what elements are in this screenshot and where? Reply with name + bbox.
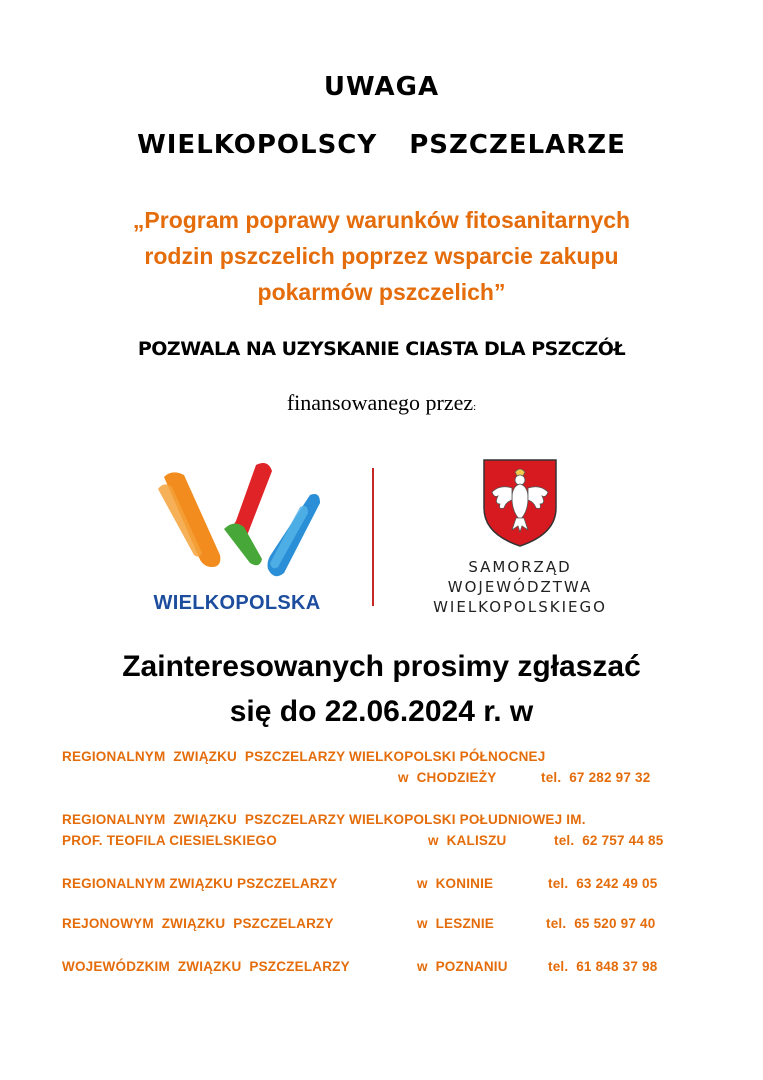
association-name: REGIONALNYM ZWIĄZKU PSZCZELARZY [62,876,338,891]
association-name-cont: PROF. TEOFILA CIESIELSKIEGO [62,833,277,848]
association-phone: tel. 61 848 37 98 [548,959,658,974]
association-phone: tel. 63 242 49 05 [548,876,658,891]
allows-text: POZWALA NA UZYSKANIE CIASTA DLA PSZCZÓŁ [137,338,626,360]
samorzad-line: WOJEWÓDZTWA [447,578,593,596]
association-city: w KALISZU [428,833,507,848]
samorzad-line: SAMORZĄD [468,558,572,576]
program-title-line: „Program poprawy warunków fitosanitarnych [132,207,631,233]
program-title-line: rodzin pszczelich poprzez wsparcie zakupu [144,243,619,269]
association-name: REGIONALNYM ZWIĄZKU PSZCZELARZY WIELKOPOLSKI PÓŁNOCNEJ [62,749,546,764]
association-phone: tel. 65 520 97 40 [546,916,656,931]
association-city: w CHODZIEŻY [398,770,497,785]
association-phone: tel. 67 282 97 32 [541,770,651,785]
association-phone: tel. 62 757 44 85 [554,833,664,848]
association-list [62,0,702,1080]
heading-audience: WIELKOPOLSCY PSZCZELARZE [137,130,626,160]
association-name: REJONOWYM ZWIĄZKU PSZCZELARZY [62,916,334,931]
call-line-2: się do 22.06.2024 r. w [229,695,534,728]
call-line-1: Zainteresowanych prosimy zgłaszać [122,650,641,683]
wielkopolska-wordmark: WIELKOPOLSKA [153,592,321,614]
financed-by-text: finansowanego przez [286,390,474,415]
association-name: WOJEWÓDZKIM ZWIĄZKU PSZCZELARZY [62,959,350,974]
program-title-line: pokarmów pszczelich” [257,279,506,305]
financed-by-colon: : [473,401,477,413]
heading-attention: UWAGA [323,72,440,102]
association-city: w POZNANIU [417,959,508,974]
association-city: w LESZNIE [417,916,495,931]
samorzad-line: WIELKOPOLSKIEGO [433,598,607,616]
association-name: REGIONALNYM ZWIĄZKU PSZCZELARZY WIELKOPOLSKI POŁUDNIOWEJ IM. [62,812,586,827]
association-city: w KONINIE [417,876,494,891]
